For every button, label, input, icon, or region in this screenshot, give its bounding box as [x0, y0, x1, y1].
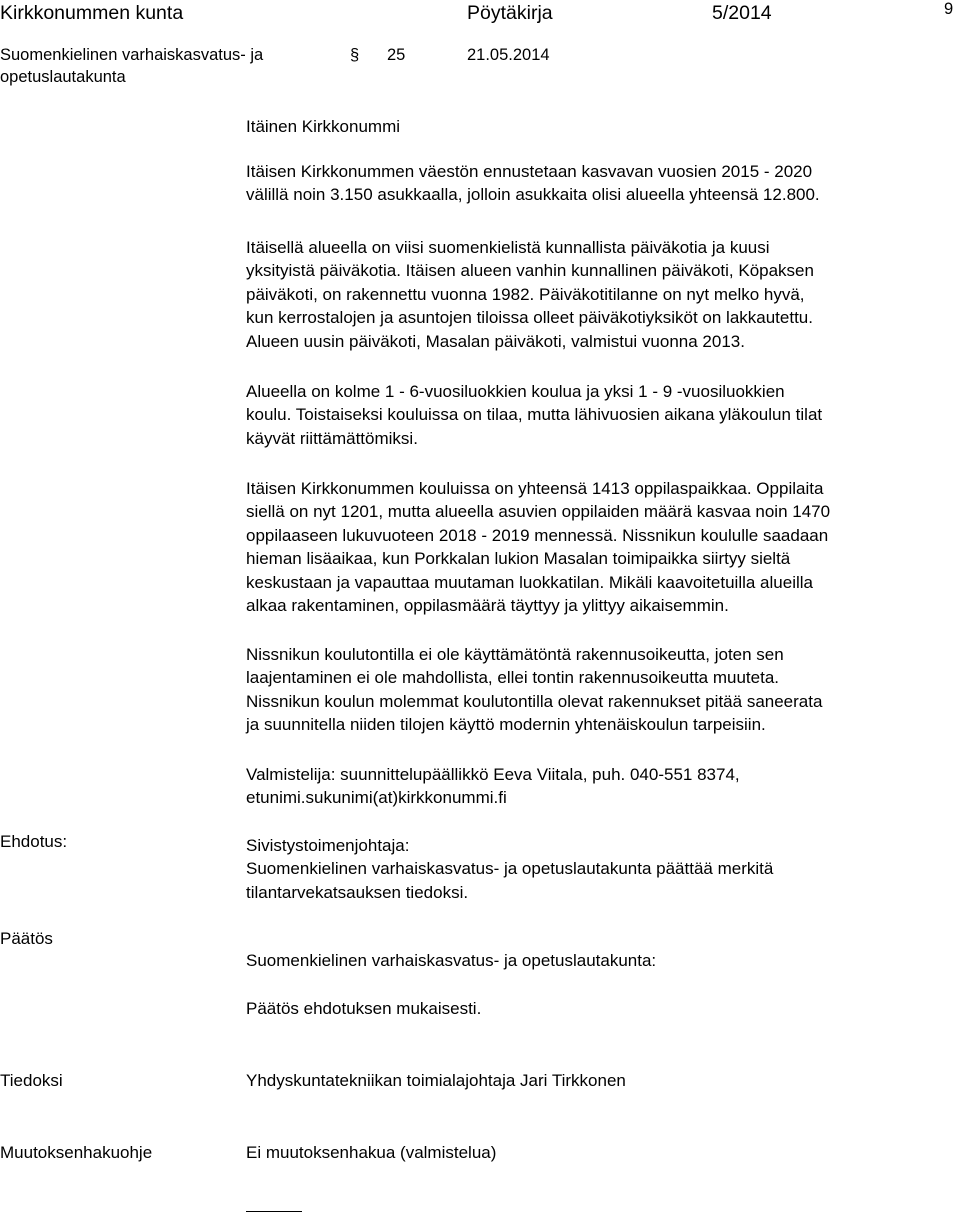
- text-line: Itäisellä alueella on viisi suomenkielistä kunnallista päiväkotia ja kuusi: [246, 238, 770, 257]
- paragraph-student-places: [246, 477, 830, 617]
- issue-number: 5/2014: [712, 2, 772, 24]
- paragraph-nissniku-plot: [246, 643, 822, 737]
- text-line: välillä noin 3.150 asukkaalla, jolloin asukkaita olisi alueella yhteensä 12.800.: [246, 185, 820, 205]
- text-line: Nissnikun koulutontilla ei ole käyttämätöntä rakennusoikeutta, joten sen: [246, 645, 784, 664]
- notice-label: Tiedoksi: [0, 1071, 63, 1090]
- proposal-text: [246, 834, 773, 904]
- text-line: Sivistystoimenjohtaja:: [246, 836, 410, 855]
- paragraph-population-forecast: [246, 160, 820, 207]
- paragraph-schools: [246, 380, 822, 450]
- text-line: koulu. Toistaiseksi kouluissa on tilaa, mutta lähivuosien aikana yläkoulun tilat: [246, 405, 823, 425]
- decision-committee: Suomenkielinen varhaiskasvatus- ja opetuslautakunta:: [246, 951, 657, 970]
- section-symbol: §: [350, 46, 360, 64]
- committee-name-line1: Suomenkielinen varhaiskasvatus- ja: [0, 46, 264, 64]
- appeal-label: Muutoksenhakuohje: [0, 1143, 153, 1162]
- text-line: tilantarvekatsauksen tiedoksi.: [246, 882, 469, 902]
- appeal-value: Ei muutoksenhakua (valmistelua): [246, 1143, 497, 1162]
- text-line: Itäisen Kirkkonummen väestön ennustetaan kasvavan vuosien 2015 - 2020: [246, 162, 813, 181]
- decision-label: Päätös: [0, 929, 53, 948]
- text-line: laajentaminen ei ole mahdollista, ellei tontin rakennusoikeutta muuteta.: [246, 668, 779, 688]
- text-line: keskustaan ja vapauttaa muutaman luokkatilan. Mikäli kaavoitetuilla alueilla: [246, 572, 813, 592]
- text-line: hieman lisäaikaa, kun Porkkalan lukion Masalan toimipaikka siirtyy sieltä: [246, 549, 791, 569]
- paragraph-preparer: [246, 763, 740, 810]
- text-line: siellä on nyt 1201, mutta alueella asuvien oppilaiden määrä kasvaa noin 1470: [246, 502, 831, 522]
- paragraph-daycare: [246, 236, 814, 353]
- text-line: päiväkoti, on rakennettu vuonna 1982. Päiväkotitilanne on nyt melko hyvä,: [246, 284, 805, 304]
- document-type: Pöytäkirja: [467, 2, 553, 24]
- text-line: Nissnikun koulun molemmat koulutontilla olevat rakennukset pitää saneerata: [246, 691, 823, 711]
- text-line: ja suunnitella niiden tilojen käyttö modernin yhtenäiskoulun tarpeisiin.: [246, 715, 766, 735]
- text-line: käyvät riittämättömiksi.: [246, 428, 418, 448]
- committee-name-line2: opetuslautakunta: [0, 68, 126, 86]
- proposal-label: Ehdotus:: [0, 832, 68, 851]
- text-line: etunimi.sukunimi(at)kirkkonummi.fi: [246, 788, 507, 808]
- text-line: Alueella on kolme 1 - 6-vuosiluokkien koulua ja yksi 1 - 9 -vuosiluokkien: [246, 382, 785, 401]
- text-line: Valmistelija: suunnittelupäällikkö Eeva Viitala, puh. 040-551 8374,: [246, 765, 740, 784]
- decision-text: Päätös ehdotuksen mukaisesti.: [246, 999, 482, 1018]
- text-line: kun kerrostalojen ja asuntojen tiloissa olleet päiväkotiyksiköt on lakkautettu.: [246, 308, 813, 328]
- municipality-name: Kirkkonummen kunta: [0, 2, 184, 24]
- text-line: alkaa rakentaminen, oppilasmäärä täyttyy ja ylittyy aikaisemmin.: [246, 595, 729, 615]
- text-line: oppilaaseen lukuvuoteen 2018 - 2019 mennessä. Nissnikun koululle saadaan: [246, 525, 829, 545]
- text-line: yksityistä päiväkotia. Itäisen alueen vanhin kunnallinen päiväkoti, Köpaksen: [246, 261, 814, 281]
- notice-recipient: Yhdyskuntatekniikan toimialajohtaja Jari Tirkkonen: [246, 1071, 626, 1090]
- text-line: Alueen uusin päiväkoti, Masalan päiväkoti, valmistui vuonna 2013.: [246, 331, 745, 351]
- page-number: 9: [944, 0, 954, 18]
- section-number: 25: [387, 46, 406, 64]
- text-line: Itäisen Kirkkonummen kouluissa on yhteensä 1413 oppilaspaikkaa. Oppilaita: [246, 479, 824, 498]
- section-title: Itäinen Kirkkonummi: [246, 117, 401, 136]
- meeting-date: 21.05.2014: [467, 46, 550, 64]
- footer-divider: [246, 1211, 302, 1212]
- text-line: Suomenkielinen varhaiskasvatus- ja opetuslautakunta päättää merkitä: [246, 859, 774, 879]
